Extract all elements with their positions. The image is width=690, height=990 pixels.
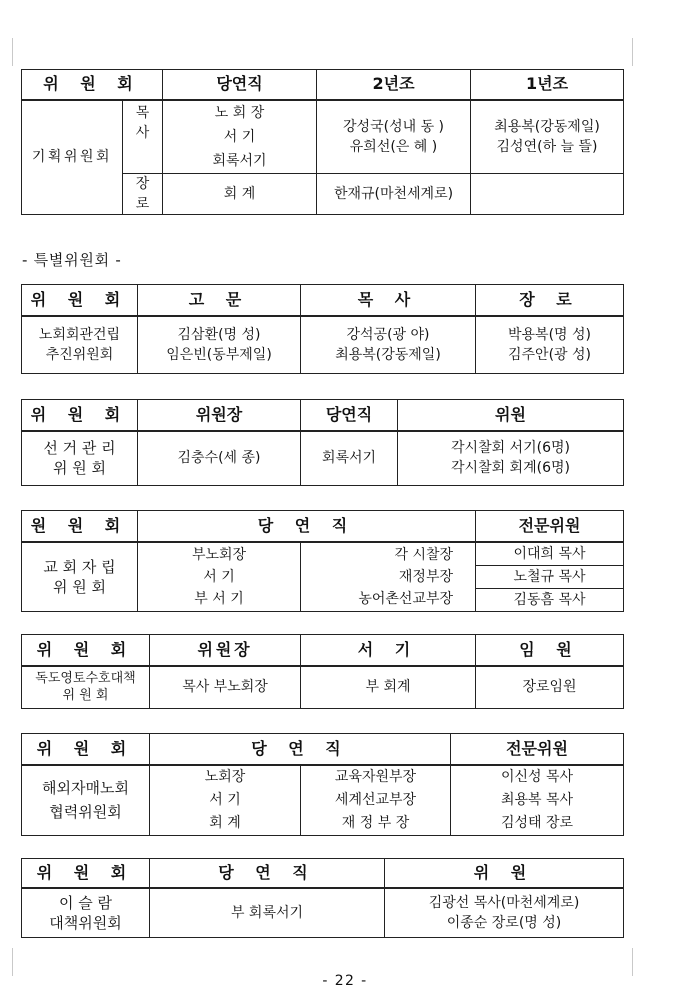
election-committee-table xyxy=(21,399,624,486)
header-experts: 전문위원 xyxy=(451,734,624,765)
officers: 장로임원 xyxy=(476,666,624,709)
pastor-roles: 노 회 장 서 기 회록서기 xyxy=(163,100,317,174)
roles-right: 교육자원부장 세계선교부장 재 정 부 장 xyxy=(301,765,451,836)
islam-response-committee-table xyxy=(21,858,624,938)
section-title: - 특별위원회 - xyxy=(22,251,122,269)
members: 각시찰회 서기(6명) 각시찰회 회계(6명) xyxy=(398,431,624,486)
header-members: 위원 xyxy=(398,400,624,431)
pastors: 강석공(광 야) 최용복(강동제일) xyxy=(301,316,476,374)
church-independence-committee-table xyxy=(21,510,624,612)
members: 김광선 목사(마천세계로) 이종순 장로(명 성) xyxy=(385,888,624,938)
committee-name: 기획위원회 xyxy=(22,100,123,215)
roles-right: 각 시찰장 재정부장 농어촌선교부장 xyxy=(301,542,476,612)
ex-officio: 회록서기 xyxy=(301,431,398,486)
header-committee: 위 원 회 xyxy=(22,734,150,765)
elder-roles: 회 계 xyxy=(163,174,317,215)
group-label-elder: 장 로 xyxy=(123,174,163,215)
experts xyxy=(476,542,624,612)
chair: 목사 부노회장 xyxy=(150,666,301,709)
header-experts: 전문위원 xyxy=(476,511,624,542)
committee-name: 이 슬 람 대책위원회 xyxy=(22,888,150,938)
chair: 김충수(세 종) xyxy=(138,431,301,486)
hall-construction-committee-table xyxy=(21,284,624,374)
crop-mark-bottom-left xyxy=(12,948,13,976)
header-committee: 위 원 회 xyxy=(22,859,150,888)
header-ex-officio: 당 연 직 xyxy=(138,511,476,542)
committee-name: 독도영토수호대책 위 원 회 xyxy=(22,666,150,709)
planning-committee-table xyxy=(21,69,624,215)
roles-left: 노회장 서 기 회 계 xyxy=(150,765,301,836)
committee-name: 교 회 자 립 위 원 회 xyxy=(22,542,138,612)
overseas-sister-presbytery-committee-table xyxy=(21,733,624,836)
dokdo-committee-table xyxy=(21,634,624,709)
header-members: 위 원 xyxy=(385,859,624,888)
expert-1: 이대희 목사 xyxy=(476,543,623,566)
crop-mark-top-right xyxy=(632,38,633,66)
header-ex-officio: 당 연 직 xyxy=(150,734,451,765)
expert-2: 노철규 목사 xyxy=(476,566,623,589)
header-chair: 위원장 xyxy=(138,400,301,431)
committee-name: 선 거 관 리 위 원 회 xyxy=(22,431,138,486)
pastor-two-year-members: 강성국(성내 동 ) 유희선(은 혜 ) xyxy=(317,100,471,174)
page-number: - 22 - xyxy=(322,973,368,989)
committee-name: 노회회관건립 추진위원회 xyxy=(22,316,138,374)
header-committee: 위 원 회 xyxy=(22,70,163,100)
committee-name: 해외자매노회 협력위원회 xyxy=(22,765,150,836)
header-advisor: 고 문 xyxy=(138,285,301,316)
secretary: 부 회계 xyxy=(301,666,476,709)
header-two-year: 2년조 xyxy=(317,70,471,100)
header-ex-officio: 당연직 xyxy=(163,70,317,100)
header-committee: 위 원 회 xyxy=(22,400,138,431)
advisors: 김삼환(명 성) 임은빈(동부제일) xyxy=(138,316,301,374)
pastor-one-year-members: 최용복(강동제일) 김성연(하 늘 뜰) xyxy=(471,100,624,174)
header-pastor: 목 사 xyxy=(301,285,476,316)
elders: 박용복(명 성) 김주안(광 성) xyxy=(476,316,624,374)
header-ex-officio: 당연직 xyxy=(301,400,398,431)
header-committee: 원 원 회 xyxy=(22,511,138,542)
group-label-pastor: 목 사 xyxy=(123,100,163,174)
header-chair: 위원장 xyxy=(150,635,301,666)
header-officers: 임 원 xyxy=(476,635,624,666)
header-secretary: 서 기 xyxy=(301,635,476,666)
roles-left: 부노회장 서 기 부 서 기 xyxy=(138,542,301,612)
header-committee: 위 원 회 xyxy=(22,635,150,666)
ex-officio: 부 회록서기 xyxy=(150,888,385,938)
crop-mark-bottom-right xyxy=(632,948,633,976)
header-committee: 위 원 회 xyxy=(22,285,138,316)
crop-mark-top-left xyxy=(12,38,13,66)
elder-two-year-members: 한재규(마천세계로) xyxy=(317,174,471,215)
elder-one-year-members xyxy=(471,174,624,215)
header-elder: 장 로 xyxy=(476,285,624,316)
header-ex-officio: 당 연 직 xyxy=(150,859,385,888)
experts: 이신성 목사 최용복 목사 김성태 장로 xyxy=(451,765,624,836)
expert-3: 김동흠 목사 xyxy=(513,591,586,608)
header-one-year: 1년조 xyxy=(471,70,624,100)
